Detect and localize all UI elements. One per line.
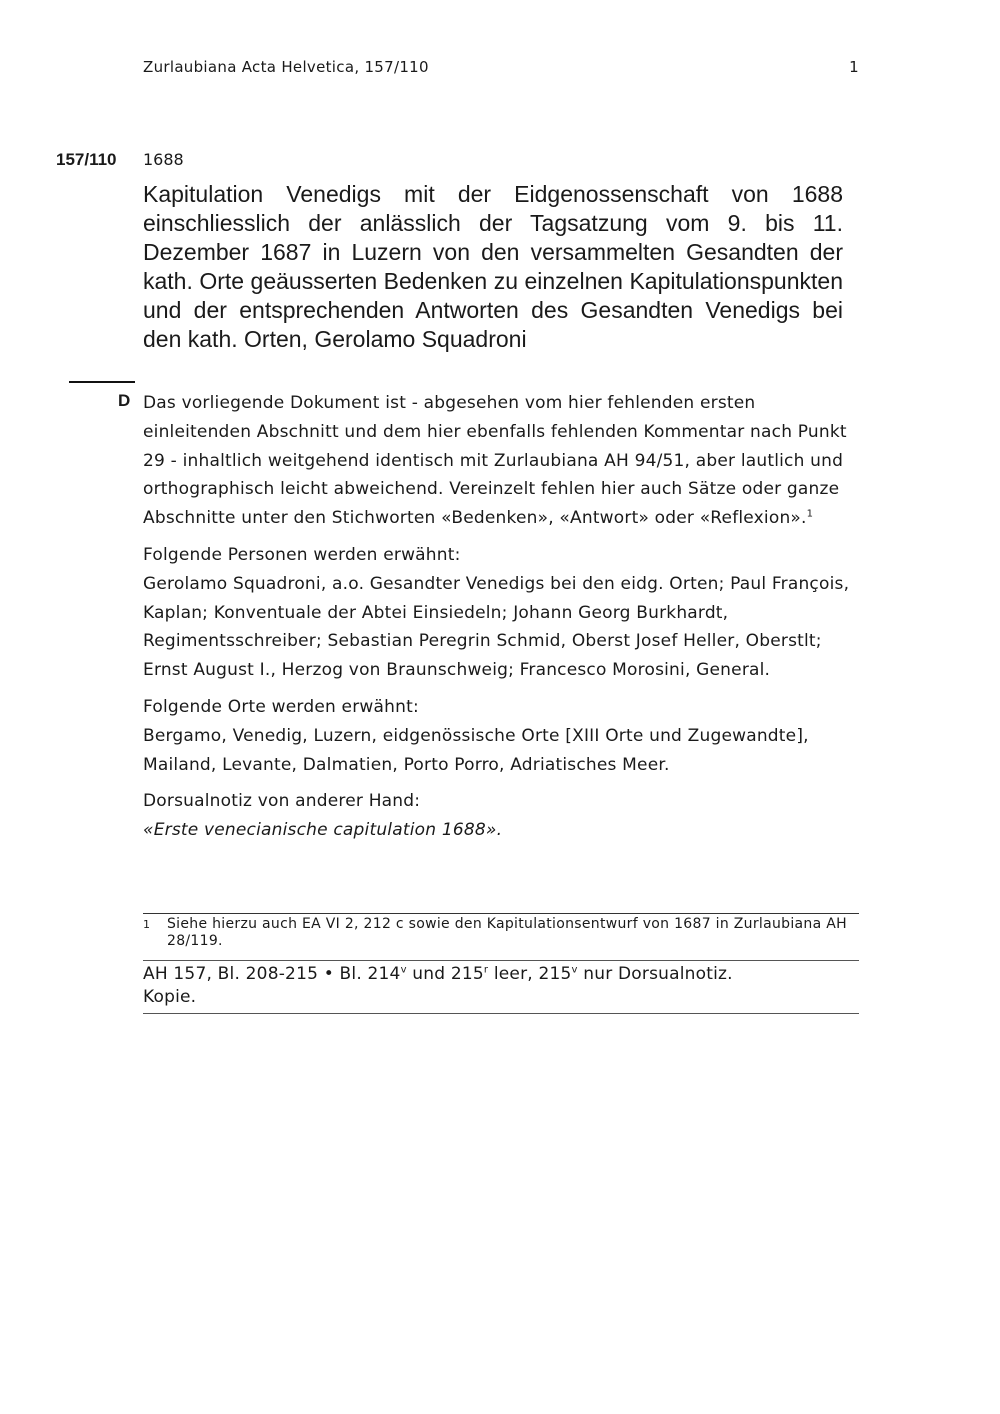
places-heading: Folgende Orte werden erwähnt:: [143, 696, 419, 717]
source-rule-bottom: [143, 1013, 859, 1014]
description-label: D: [118, 391, 131, 410]
document-year: 1688: [143, 150, 184, 169]
source-part1: AH 157, Bl. 208-215 • Bl. 214: [143, 964, 401, 984]
footnote-ref[interactable]: 1: [806, 508, 814, 520]
running-header: [143, 58, 859, 76]
footnote-number: 1: [143, 918, 150, 931]
dorsal-heading: Dorsualnotiz von anderer Hand:: [143, 791, 421, 812]
source-part3: leer, 215: [488, 964, 572, 984]
source-note: [143, 963, 859, 1009]
source-rule-top: [143, 960, 859, 961]
dorsal-quote: «Erste venecianische capitulation 1688».: [143, 820, 503, 841]
source-sup1: v: [400, 964, 407, 976]
description-body: [143, 389, 863, 853]
places-section: [143, 693, 863, 779]
persons-section: [143, 541, 863, 685]
footnote-text: Siehe hierzu auch EA VI 2, 212 c sowie den Kapitulationsentwurf von 1687 in Zurlaubiana AH 28/119.: [167, 916, 847, 949]
description-paragraph: [143, 389, 863, 533]
source-line2: Kopie.: [143, 987, 197, 1007]
places-list: Bergamo, Venedig, Luzern, eidgenössische Orte [XIII Orte und Zugewandte], Mailand, Levante, Dalmatien, Porto Porro, Adriatisches Meer.: [143, 725, 809, 775]
running-title: Zurlaubiana Acta Helvetica, 157/110: [143, 58, 429, 76]
persons-heading: Folgende Personen werden erwähnt:: [143, 544, 461, 565]
source-sup3: v: [571, 964, 578, 976]
document-title: Kapitulation Venedigs mit der Eidgenossenschaft von 1688 einschliesslich der anlässlich der Tagsatzung vom 9. bis 11. Dezember 1687 in Luzern von den versammelten Gesandten der kath. Orte geäusserten Bedenken zu einzelnen Kapitulationspunkten und der entsprechenden Antworten des Gesandten Venedigs bei den kath. Orten, Gerolamo Squadroni: [143, 181, 843, 352]
footnote-rule: [143, 913, 859, 914]
persons-list: Gerolamo Squadroni, a.o. Gesandter Venedigs bei den eidg. Orten; Paul François, Kaplan; Konventuale der Abtei Einsiedeln; Johann Georg Burkhardt, Regimentsschreiber; Sebastian Peregrin Schmid, Oberst Josef Heller, Oberstlt; Ernst August I., Herzog von Braunschweig; Francesco Morosini, General.: [143, 573, 850, 681]
source-part2: und 215: [406, 964, 484, 984]
source-part4: nur Dorsualnotiz.: [577, 964, 733, 984]
document-number: 157/110: [56, 150, 117, 169]
footnote: [143, 916, 859, 950]
section-divider: [69, 381, 135, 383]
description-text: Das vorliegende Dokument ist - abgesehen vom hier fehlenden ersten einleitenden Abschnitt und dem hier ebenfalls fehlenden Kommentar nach Punkt 29 - inhaltlich weitgehend identisch mit Zurlaubiana AH 94/51, aber lautlich und orthographisch leicht abweichend. Vereinzelt fehlen hier auch Sätze oder ganze Abschnitte unter den Stichworten «Bedenken», «Antwort» oder «Reflexion».: [143, 393, 847, 529]
dorsal-section: [143, 787, 863, 845]
page-number: 1: [849, 58, 859, 76]
source-sup2: r: [483, 964, 489, 976]
